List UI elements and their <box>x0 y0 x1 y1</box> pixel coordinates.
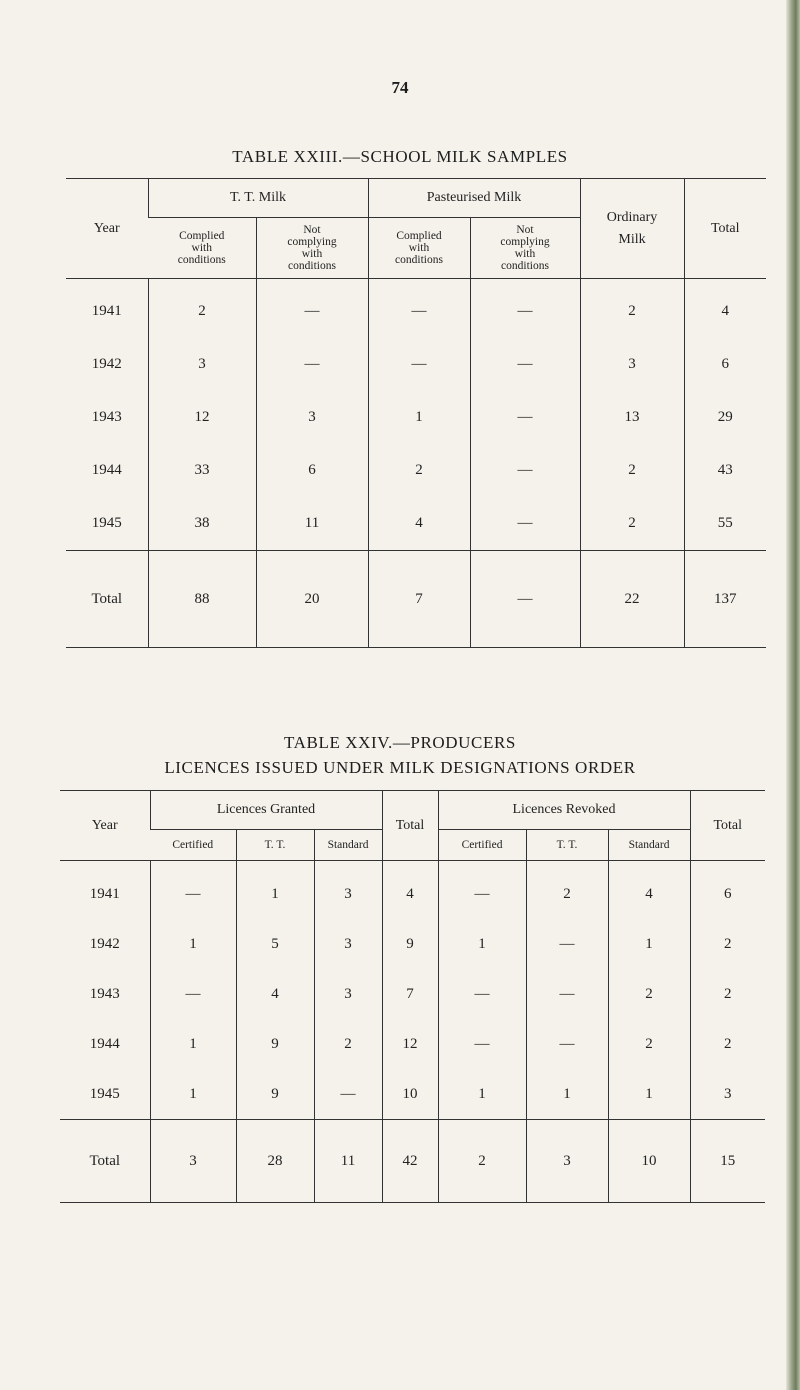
table-cell: 3 <box>148 338 256 391</box>
table-cell: 28 <box>236 1120 314 1203</box>
table-cell: 2 <box>608 969 690 1019</box>
table-row <box>60 1019 765 1069</box>
table-cell: 4 <box>684 279 766 339</box>
table-cell: 3 <box>314 969 382 1019</box>
table-cell: 9 <box>382 919 438 969</box>
table-cell: 1 <box>150 1069 236 1120</box>
school-milk-samples-table <box>66 178 766 648</box>
page-edge <box>786 0 800 1390</box>
table-cell: 4 <box>368 497 470 551</box>
table-cell: Total <box>66 551 148 648</box>
table-cell: — <box>526 1019 608 1069</box>
table-cell: 38 <box>148 497 256 551</box>
table-cell: — <box>256 279 368 339</box>
table-row <box>60 861 765 920</box>
table-cell: — <box>438 969 526 1019</box>
table-cell: 2 <box>368 444 470 497</box>
table-cell: 2 <box>580 279 684 339</box>
table-cell: 11 <box>314 1120 382 1203</box>
table-row <box>66 497 766 551</box>
table-cell: 2 <box>690 969 765 1019</box>
table-cell: 1 <box>368 391 470 444</box>
table-cell: 15 <box>690 1120 765 1203</box>
table-cell: — <box>150 861 236 920</box>
table-cell: 2 <box>314 1019 382 1069</box>
table-cell: 2 <box>580 497 684 551</box>
table-row <box>66 444 766 497</box>
revoked-standard-header: Standard <box>608 830 690 861</box>
table-cell: 2 <box>690 919 765 969</box>
granted-standard-header: Standard <box>314 830 382 861</box>
granted-total-header: Total <box>382 791 438 861</box>
table-cell: 2 <box>690 1019 765 1069</box>
table-cell: 12 <box>382 1019 438 1069</box>
table-cell: 6 <box>684 338 766 391</box>
table-cell: 1945 <box>91 515 122 531</box>
pasteurised-milk-header: Pasteurised Milk <box>368 179 580 218</box>
milk-label: Milk <box>618 231 646 247</box>
table-cell: — <box>438 861 526 920</box>
table-cell: 1943 <box>91 409 122 425</box>
table-cell: — <box>470 391 580 444</box>
table-cell: 1943 <box>89 985 120 1002</box>
total-header: Total <box>684 179 766 279</box>
table-cell: 4 <box>236 969 314 1019</box>
table-cell: 1 <box>526 1069 608 1120</box>
table-cell: 12 <box>148 391 256 444</box>
table-cell: 33 <box>148 444 256 497</box>
ordinary-label: Ordinary <box>606 209 658 225</box>
table-cell: 1941 <box>89 885 120 902</box>
table-cell: 3 <box>314 861 382 920</box>
table-cell: 55 <box>684 497 766 551</box>
table-cell: 20 <box>256 551 368 648</box>
table-cell: 1 <box>608 919 690 969</box>
table-cell: — <box>470 279 580 339</box>
table-cell: 29 <box>684 391 766 444</box>
table-cell: 7 <box>368 551 470 648</box>
table-row <box>66 338 766 391</box>
table-cell: 3 <box>256 391 368 444</box>
table-cell: 1 <box>608 1069 690 1120</box>
tt-milk-header: T. T. Milk <box>148 179 368 218</box>
past-complied-header: Complied with conditions <box>368 218 470 279</box>
table-cell: 22 <box>580 551 684 648</box>
table-cell: 3 <box>526 1120 608 1203</box>
total-row <box>60 1120 765 1203</box>
table-cell: Total <box>60 1120 150 1203</box>
table-row <box>60 969 765 1019</box>
table-cell: 9 <box>236 1019 314 1069</box>
table-cell: 42 <box>382 1120 438 1203</box>
table-cell: 10 <box>382 1069 438 1120</box>
table-cell: 5 <box>236 919 314 969</box>
table-cell: — <box>526 919 608 969</box>
licences-revoked-header: Licences Revoked <box>438 791 690 830</box>
ordinary-milk-header <box>580 179 684 279</box>
table-cell: — <box>526 969 608 1019</box>
table-cell: — <box>438 1019 526 1069</box>
table-row <box>60 1069 765 1120</box>
table-cell: 1 <box>438 1069 526 1120</box>
table-cell: 1945 <box>89 1085 120 1102</box>
licences-granted-header: Licences Granted <box>150 791 382 830</box>
revoked-tt-header: T. T. <box>526 830 608 861</box>
table-xxiv-subtitle: LICENCES ISSUED UNDER MILK DESIGNATIONS ORDER <box>164 758 636 777</box>
table-cell: — <box>470 338 580 391</box>
table-cell: 1944 <box>89 1035 120 1052</box>
table-cell: 7 <box>382 969 438 1019</box>
table-cell: 11 <box>256 497 368 551</box>
table-cell: 6 <box>690 861 765 920</box>
table-cell: 2 <box>580 444 684 497</box>
table-cell: — <box>256 338 368 391</box>
table-cell: 1941 <box>91 303 122 319</box>
table-cell: 2 <box>438 1120 526 1203</box>
table-cell: 13 <box>580 391 684 444</box>
tt-not-complying-header: Not complying with conditions <box>256 218 368 279</box>
table-cell: — <box>470 551 580 648</box>
table-cell: 1942 <box>89 935 120 952</box>
table-cell: 3 <box>150 1120 236 1203</box>
table-cell: 3 <box>580 338 684 391</box>
table-cell: 3 <box>690 1069 765 1120</box>
table-row <box>66 279 766 339</box>
table-cell: 88 <box>148 551 256 648</box>
table-cell: — <box>368 279 470 339</box>
year-header: Year <box>60 791 150 861</box>
table-cell: — <box>470 497 580 551</box>
table-cell: — <box>150 969 236 1019</box>
table-cell: 4 <box>382 861 438 920</box>
table-cell: — <box>470 444 580 497</box>
table-cell: 9 <box>236 1069 314 1120</box>
tt-complied-header: Complied with conditions <box>148 218 256 279</box>
table-cell: 137 <box>684 551 766 648</box>
table-cell: 1942 <box>91 356 122 372</box>
table-cell: 4 <box>608 861 690 920</box>
revoked-certified-header: Certified <box>438 830 526 861</box>
table-cell: 2 <box>148 279 256 339</box>
table-cell: 1 <box>438 919 526 969</box>
granted-certified-header: Certified <box>150 830 236 861</box>
total-row <box>66 551 766 648</box>
table-row <box>60 919 765 969</box>
granted-tt-header: T. T. <box>236 830 314 861</box>
producers-licences-table <box>60 790 765 1203</box>
table-cell: — <box>314 1069 382 1120</box>
page-number: 74 <box>391 78 409 97</box>
table-cell: 1944 <box>91 462 122 478</box>
year-header: Year <box>66 179 148 279</box>
table-cell: 10 <box>608 1120 690 1203</box>
table-row <box>66 391 766 444</box>
table-xxiv-title: TABLE XXIV.—PRODUCERS <box>284 733 516 752</box>
table-cell: — <box>368 338 470 391</box>
table-cell: 43 <box>684 444 766 497</box>
revoked-total-header: Total <box>690 791 765 861</box>
table-xxiii-title: TABLE XXIII.—SCHOOL MILK SAMPLES <box>232 147 568 166</box>
table-cell: 1 <box>150 1019 236 1069</box>
table-cell: 1 <box>236 861 314 920</box>
table-cell: 3 <box>314 919 382 969</box>
table-cell: 2 <box>526 861 608 920</box>
table-cell: 1 <box>150 919 236 969</box>
past-not-complying-header: Not complying with conditions <box>470 218 580 279</box>
table-cell: 6 <box>256 444 368 497</box>
table-cell: 2 <box>608 1019 690 1069</box>
